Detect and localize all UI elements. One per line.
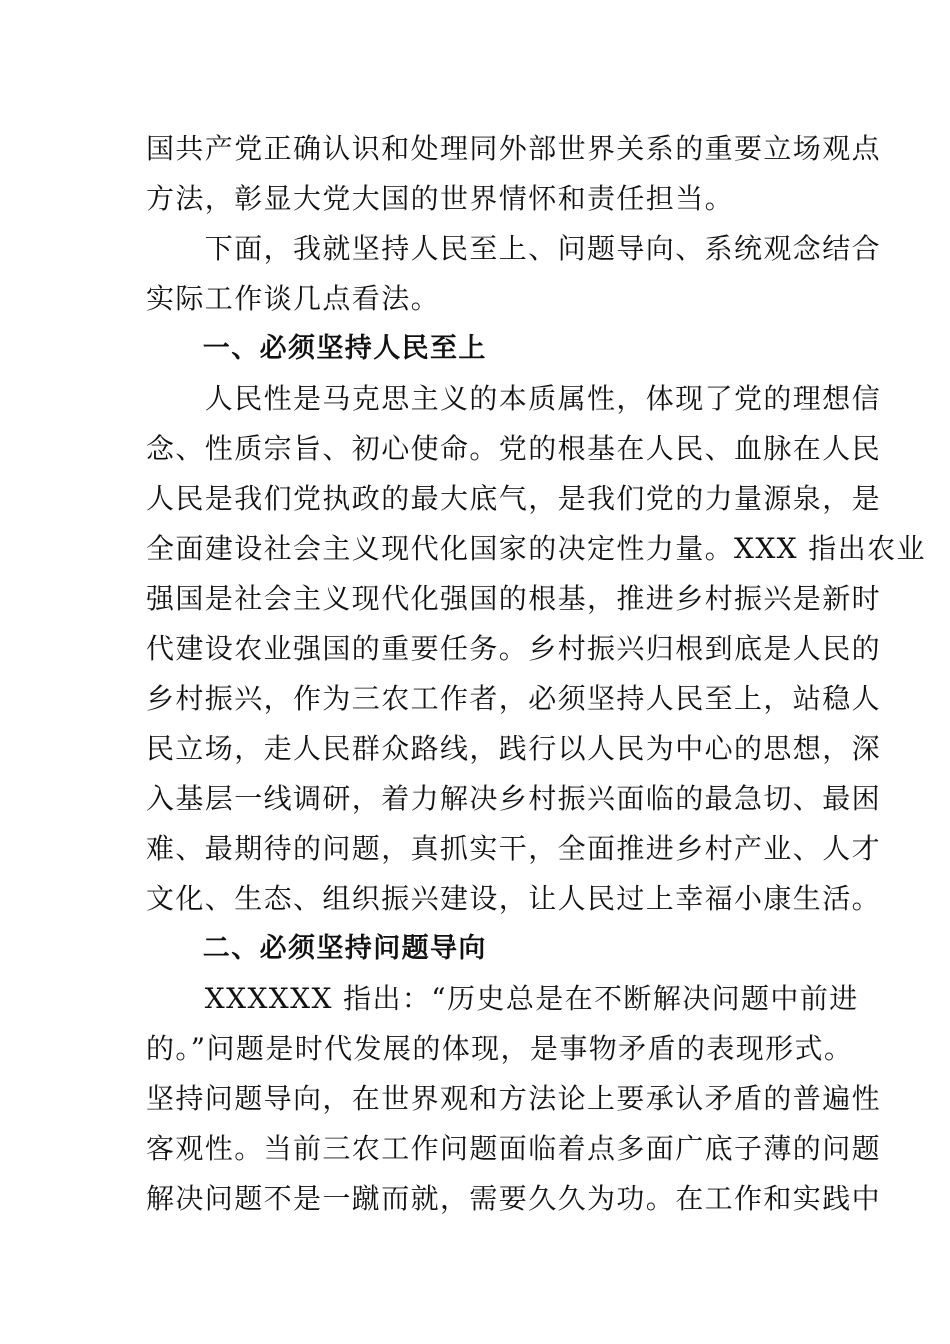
paragraph-line: 国共产党正确认识和处理同外部世界关系的重要立场观点 <box>146 132 882 165</box>
paragraph-line: 文化、生态、组织振兴建设，让人民过上幸福小康生活。 <box>146 882 882 915</box>
paragraph-line: 全面建设社会主义现代化国家的决定性力量。XXX 指出农业 <box>146 532 926 565</box>
section-heading: 二、必须坚持问题导向 <box>146 933 487 964</box>
paragraph-line: XXXXXX 指出：“历史总是在不断解决问题中前进 <box>146 982 859 1015</box>
paragraph-line: 人民性是马克思主义的本质属性，体现了党的理想信 <box>146 382 882 415</box>
paragraph-line: 民立场，走人民群众路线，践行以人民为中心的思想，深 <box>146 732 882 765</box>
paragraph-line: 解决问题不是一蹴而就，需要久久为功。在工作和实践中 <box>146 1182 882 1215</box>
paragraph-line: 人民是我们党执政的最大底气，是我们党的力量源泉，是 <box>146 482 882 515</box>
paragraph-line: 方法，彰显大党大国的世界情怀和责任担当。 <box>146 182 735 215</box>
paragraph-line: 的。”问题是时代发展的体现，是事物矛盾的表现形式。 <box>146 1032 854 1065</box>
paragraph-line: 乡村振兴，作为三农工作者，必须坚持人民至上，站稳人 <box>146 682 882 715</box>
paragraph-line: 下面，我就坚持人民至上、问题导向、系统观念结合 <box>146 232 882 265</box>
paragraph-line: 入基层一线调研，着力解决乡村振兴面临的最急切、最困 <box>146 782 882 815</box>
section-heading: 一、必须坚持人民至上 <box>146 333 487 364</box>
paragraph-line: 念、性质宗旨、初心使命。党的根基在人民、血脉在人民 <box>146 432 882 465</box>
document-body <box>146 124 926 1224</box>
paragraph-line: 强国是社会主义现代化强国的根基，推进乡村振兴是新时 <box>146 582 882 615</box>
paragraph-line: 坚持问题导向，在世界观和方法论上要承认矛盾的普遍性 <box>146 1082 882 1115</box>
paragraph-line: 代建设农业强国的重要任务。乡村振兴归根到底是人民的 <box>146 632 882 665</box>
paragraph-line: 难、最期待的问题，真抓实干，全面推进乡村产业、人才 <box>146 832 882 865</box>
paragraph-line: 实际工作谈几点看法。 <box>146 282 441 315</box>
paragraph-line: 客观性。当前三农工作问题面临着点多面广底子薄的问题 <box>146 1132 882 1165</box>
